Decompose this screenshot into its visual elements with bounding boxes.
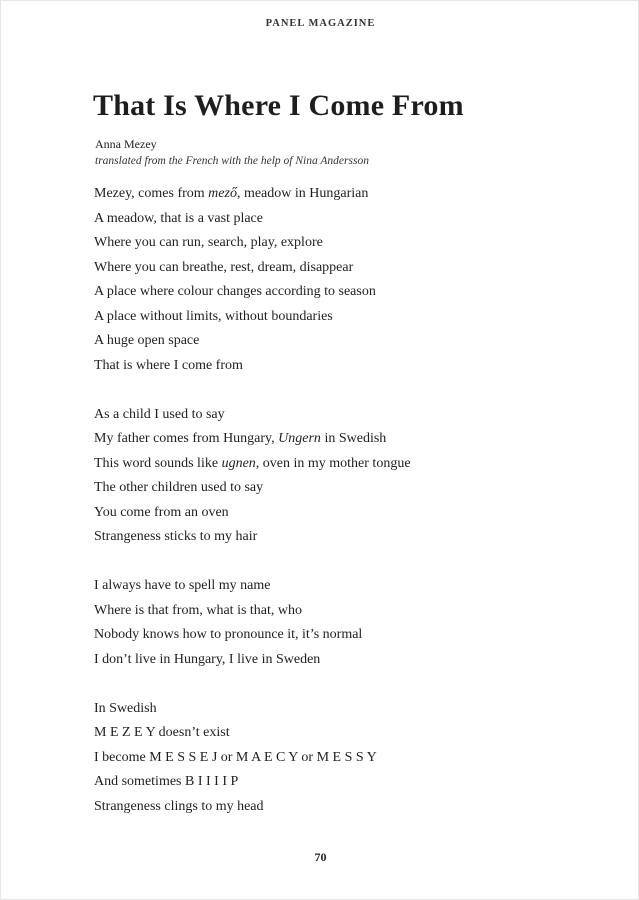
poem-line: You come from an oven xyxy=(94,504,229,520)
poem-body xyxy=(94,184,594,846)
running-header: PANEL MAGAZINE xyxy=(265,18,376,29)
line-text: in Swedish xyxy=(320,431,387,446)
poem-line: A huge open space xyxy=(94,333,200,348)
poem-line: Where you can breathe, rest, dream, disappear xyxy=(94,259,354,275)
poem-line: A place without limits, without boundaries xyxy=(94,308,333,324)
italic-word: mező xyxy=(208,186,237,201)
poem-line: I always have to spell my name xyxy=(94,578,271,593)
poem-line: That is where I come from xyxy=(94,357,243,373)
author-name: Anna Mezey xyxy=(95,137,157,151)
poem-line: Where is that from, what is that, who xyxy=(94,602,303,618)
poem-line: Where you can run, search, play, explore xyxy=(94,235,323,250)
stanza-1 xyxy=(94,184,594,380)
italic-word: ugnen xyxy=(221,455,256,471)
poem-line: A meadow, that is a vast place xyxy=(94,210,263,226)
line-text: This word sounds like xyxy=(94,455,222,471)
stanza-2 xyxy=(94,405,594,552)
poem-line: Nobody knows how to pronounce it, it’s normal xyxy=(94,627,363,642)
translator-note: translated from the French with the help of Nina Andersson xyxy=(95,155,369,167)
poem-line: As a child I used to say xyxy=(94,406,225,422)
line-text: My father comes from Hungary, xyxy=(94,431,279,446)
page-number: 70 xyxy=(314,850,327,864)
poem-line: Strangeness sticks to my hair xyxy=(94,529,258,544)
poem-line: Strangeness clings to my head xyxy=(94,798,264,814)
stanza-3 xyxy=(94,576,594,674)
line-text: , oven in my mother tongue xyxy=(255,455,411,471)
poem-line: M E Z E Y doesn’t exist xyxy=(94,725,230,740)
poem-line: The other children used to say xyxy=(94,480,264,495)
poem-line xyxy=(94,454,594,479)
line-text: , meadow in Hungarian xyxy=(236,186,369,201)
poem-line: In Swedish xyxy=(94,700,157,716)
poem-line xyxy=(94,184,594,209)
poem-line: I don’t live in Hungary, I live in Sweden xyxy=(94,651,321,667)
stanza-4 xyxy=(94,699,594,822)
poem-line xyxy=(94,429,594,454)
poem-line: A place where colour changes according to season xyxy=(94,284,376,299)
poem-line: And sometimes B I I I I P xyxy=(94,774,239,789)
poem-line: I become M E S S E J or M A E C Y or M E S S Y xyxy=(94,749,377,765)
italic-word: Ungern xyxy=(278,431,321,446)
line-text: Mezey, comes from xyxy=(94,186,209,201)
poem-title: That Is Where I Come From xyxy=(93,89,464,122)
